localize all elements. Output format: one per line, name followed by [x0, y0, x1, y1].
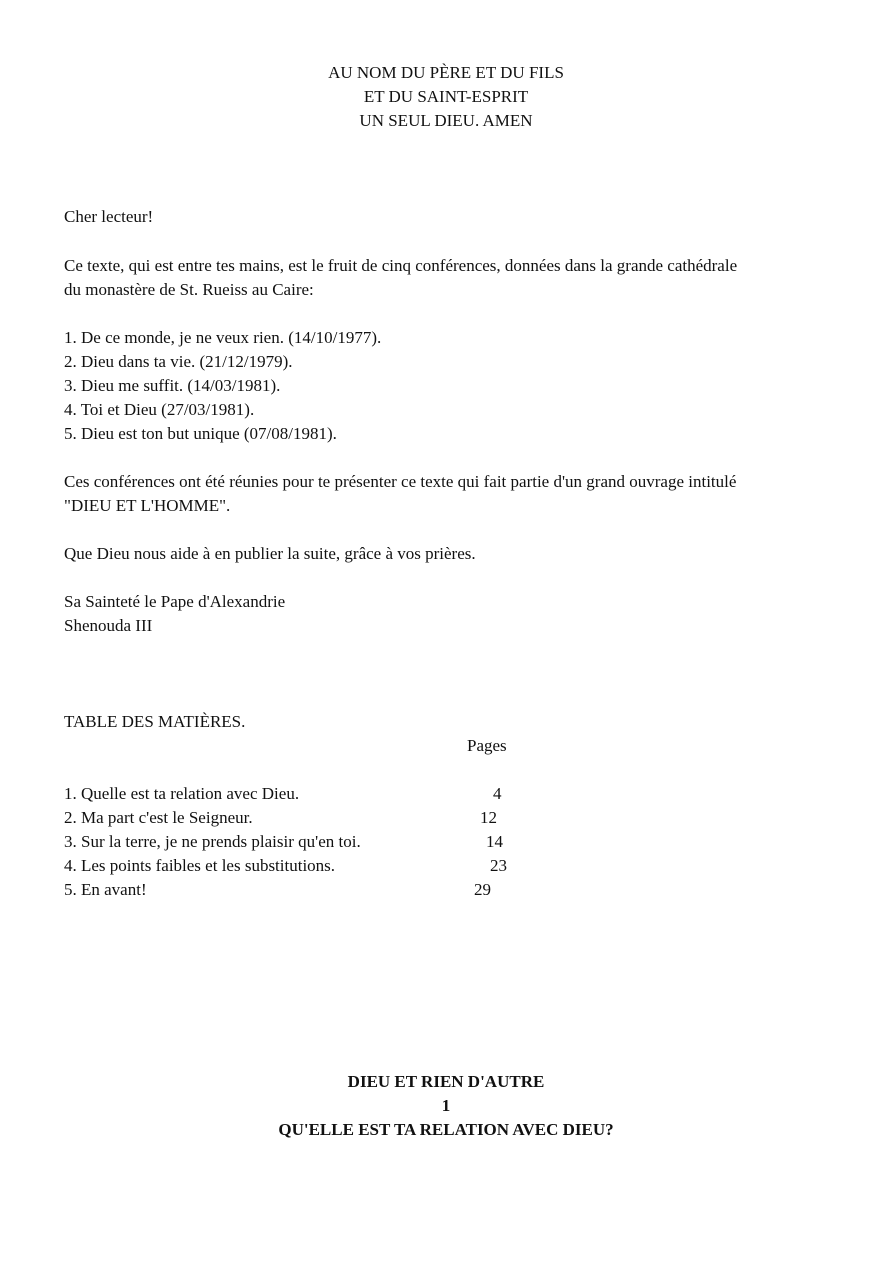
chapter-number: 1	[441, 1096, 451, 1115]
toc-entry-title: 2. Ma part c'est le Seigneur.	[64, 808, 253, 827]
toc-entry-title: 5. En avant!	[64, 880, 147, 899]
toc-entry-title: 1. Quelle est ta relation avec Dieu.	[64, 784, 300, 803]
conference-item: 4. Toi et Dieu (27/03/1981).	[64, 400, 255, 419]
conference-item: 3. Dieu me suffit. (14/03/1981).	[64, 376, 281, 395]
toc-pages-label: Pages	[467, 736, 507, 755]
greeting: Cher lecteur!	[64, 207, 154, 226]
signature-line-2: Shenouda III	[64, 616, 153, 635]
toc-entry-page: 12	[480, 808, 497, 827]
toc-heading: TABLE DES MATIÈRES.	[64, 712, 246, 731]
prayer-line: Que Dieu nous aide à en publier la suite, grâce à vos prières.	[64, 544, 476, 563]
conference-item: 5. Dieu est ton but unique (07/08/1981).	[64, 424, 337, 443]
signature-line-1: Sa Sainteté le Pape d'Alexandrie	[64, 592, 286, 611]
chapter-title: QU'ELLE EST TA RELATION AVEC DIEU?	[278, 1120, 614, 1139]
intro-line-1: Ce texte, qui est entre tes mains, est le fruit de cinq conférences, données dans la grande cathédrale	[64, 256, 738, 275]
invocation-line-1: AU NOM DU PÈRE ET DU FILS	[328, 63, 564, 82]
toc-entry-page: 14	[486, 832, 503, 851]
conference-item: 1. De ce monde, je ne veux rien. (14/10/1977).	[64, 328, 382, 347]
toc-entry-page: 29	[474, 880, 491, 899]
note-line-1: Ces conférences ont été réunies pour te présenter ce texte qui fait partie d'un grand ouvrage intitulé	[64, 472, 737, 491]
invocation-line-3: UN SEUL DIEU. AMEN	[359, 111, 533, 130]
toc-entry-page: 23	[490, 856, 507, 875]
toc-entry-title: 3. Sur la terre, je ne prends plaisir qu'en toi.	[64, 832, 361, 851]
toc-entry-title: 4. Les points faibles et les substitutions.	[64, 856, 336, 875]
note-line-2: "DIEU ET L'HOMME".	[64, 496, 231, 515]
invocation-line-2: ET DU SAINT-ESPRIT	[363, 87, 529, 106]
intro-line-2: du monastère de St. Rueiss au Caire:	[64, 280, 314, 299]
toc-entry-page: 4	[493, 784, 502, 803]
conference-item: 2. Dieu dans ta vie. (21/12/1979).	[64, 352, 293, 371]
book-title: DIEU ET RIEN D'AUTRE	[347, 1072, 545, 1091]
